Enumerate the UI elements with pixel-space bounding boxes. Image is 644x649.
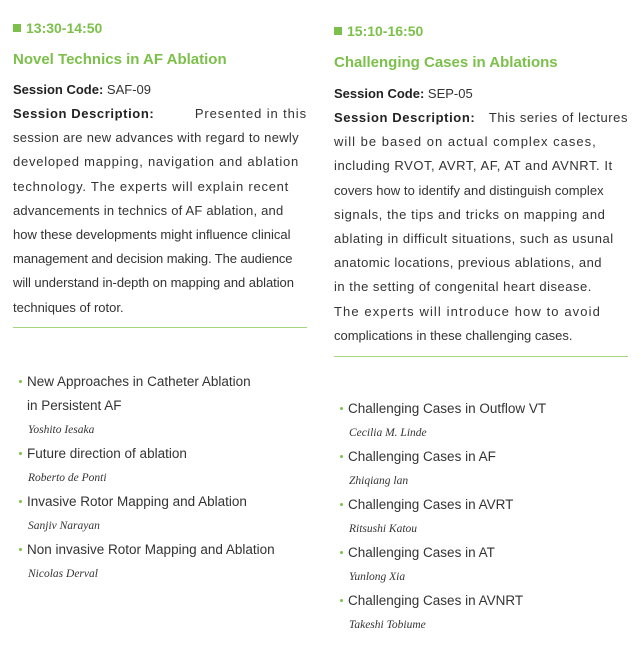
list-item bbox=[19, 370, 309, 442]
description-line: Presented in this bbox=[194, 106, 307, 121]
list-item bbox=[19, 538, 309, 586]
speaker-name: Roberto de Ponti bbox=[28, 472, 107, 484]
bullet-icon bbox=[340, 599, 343, 602]
description-line: The experts will introduce how to avoid bbox=[334, 303, 601, 319]
bullet-icon bbox=[340, 503, 343, 506]
talk-title: Invasive Rotor Mapping and Ablation bbox=[27, 494, 247, 509]
speaker-name: Cecilia M. Linde bbox=[349, 427, 427, 439]
list-item bbox=[340, 397, 630, 445]
session-time bbox=[13, 20, 102, 36]
speaker-name: Ritsushi Katou bbox=[349, 523, 418, 535]
description-line: covers how to identify and distinguish complex bbox=[334, 182, 604, 198]
talk-list bbox=[19, 370, 309, 586]
session-time-text: 13:30-14:50 bbox=[26, 20, 103, 36]
speaker-name: Nicolas Derval bbox=[28, 568, 98, 580]
talk-title: Challenging Cases in AVRT bbox=[348, 497, 514, 512]
bullet-icon bbox=[19, 548, 22, 551]
bullet-icon bbox=[340, 551, 343, 554]
description-line: developed mapping, navigation and ablation bbox=[13, 154, 299, 170]
list-item bbox=[340, 541, 630, 589]
list-item bbox=[340, 445, 630, 493]
talk-title: Challenging Cases in AVNRT bbox=[348, 593, 524, 608]
session-code-label: Session Code: bbox=[334, 86, 425, 101]
talk-title: Challenging Cases in AT bbox=[348, 545, 495, 560]
bullet-icon bbox=[19, 452, 22, 455]
description-line: signals, the tips and tricks on mapping and bbox=[334, 206, 606, 222]
talk-title: Future direction of ablation bbox=[27, 446, 187, 461]
bullet-icon bbox=[340, 455, 343, 458]
list-item bbox=[19, 442, 309, 490]
session-description-label: Session Description: bbox=[334, 110, 476, 125]
talk-title: Non invasive Rotor Mapping and Ablation bbox=[27, 542, 275, 557]
session-code-label: Session Code: bbox=[13, 82, 104, 97]
description-line: technology. The experts will explain recent bbox=[13, 178, 290, 194]
speaker-name: Sanjiv Narayan bbox=[28, 520, 100, 532]
description-line: ablating in difficult situations, such as usunal bbox=[334, 231, 614, 247]
list-item bbox=[19, 490, 309, 538]
session-time-text: 15:10-16:50 bbox=[347, 23, 424, 39]
session-description bbox=[334, 106, 628, 348]
divider bbox=[13, 327, 307, 328]
talk-title: New Approaches in Catheter Ablation bbox=[27, 374, 251, 389]
bullet-icon bbox=[19, 500, 22, 503]
bullet-icon bbox=[340, 407, 343, 410]
divider bbox=[334, 356, 628, 357]
bullet-icon bbox=[19, 380, 22, 383]
speaker-name: Takeshi Tobiume bbox=[349, 619, 426, 631]
square-bullet-icon bbox=[334, 27, 342, 35]
description-line: techniques of rotor. bbox=[13, 299, 124, 315]
session-time bbox=[334, 23, 423, 39]
talk-title: Challenging Cases in AF bbox=[348, 449, 496, 464]
talk-title: in Persistent AF bbox=[27, 398, 122, 413]
description-line: in the setting of congenital heart disease. bbox=[334, 279, 592, 295]
session-description bbox=[13, 102, 307, 320]
list-item bbox=[340, 493, 630, 541]
list-item bbox=[340, 589, 630, 637]
talk-list bbox=[340, 397, 630, 637]
session-code-value: SEP-05 bbox=[427, 86, 473, 101]
speaker-name: Yunlong Xia bbox=[349, 571, 406, 583]
description-line: management and decision making. The audience bbox=[13, 251, 293, 267]
speaker-name: Zhiqiang lan bbox=[349, 475, 409, 487]
session-title: Challenging Cases in Ablations bbox=[334, 54, 558, 71]
description-line: complications in these challenging cases. bbox=[334, 327, 573, 343]
speaker-name: Yoshito Iesaka bbox=[28, 424, 95, 436]
talk-title: Challenging Cases in Outflow VT bbox=[348, 401, 547, 416]
description-line: advancements in technics of AF ablation, and bbox=[13, 202, 284, 218]
description-line: will be based on actual complex cases, bbox=[334, 134, 597, 150]
session-code bbox=[334, 86, 473, 101]
description-line: session are new advances with regard to newly bbox=[13, 130, 299, 146]
description-line: This series of lectures bbox=[488, 110, 628, 125]
session-title: Novel Technics in AF Ablation bbox=[13, 51, 227, 68]
session-code bbox=[13, 82, 151, 97]
description-line: how these developments might influence clinical bbox=[13, 227, 291, 243]
description-line: including RVOT, AVRT, AF, AT and AVNRT. It bbox=[334, 158, 613, 174]
session-description-label: Session Description: bbox=[13, 106, 155, 121]
description-line: anatomic locations, previous ablations, and bbox=[334, 255, 602, 271]
square-bullet-icon bbox=[13, 24, 21, 32]
description-line: will understand in-depth on mapping and ablation bbox=[13, 275, 294, 291]
session-code-value: SAF-09 bbox=[106, 82, 151, 97]
